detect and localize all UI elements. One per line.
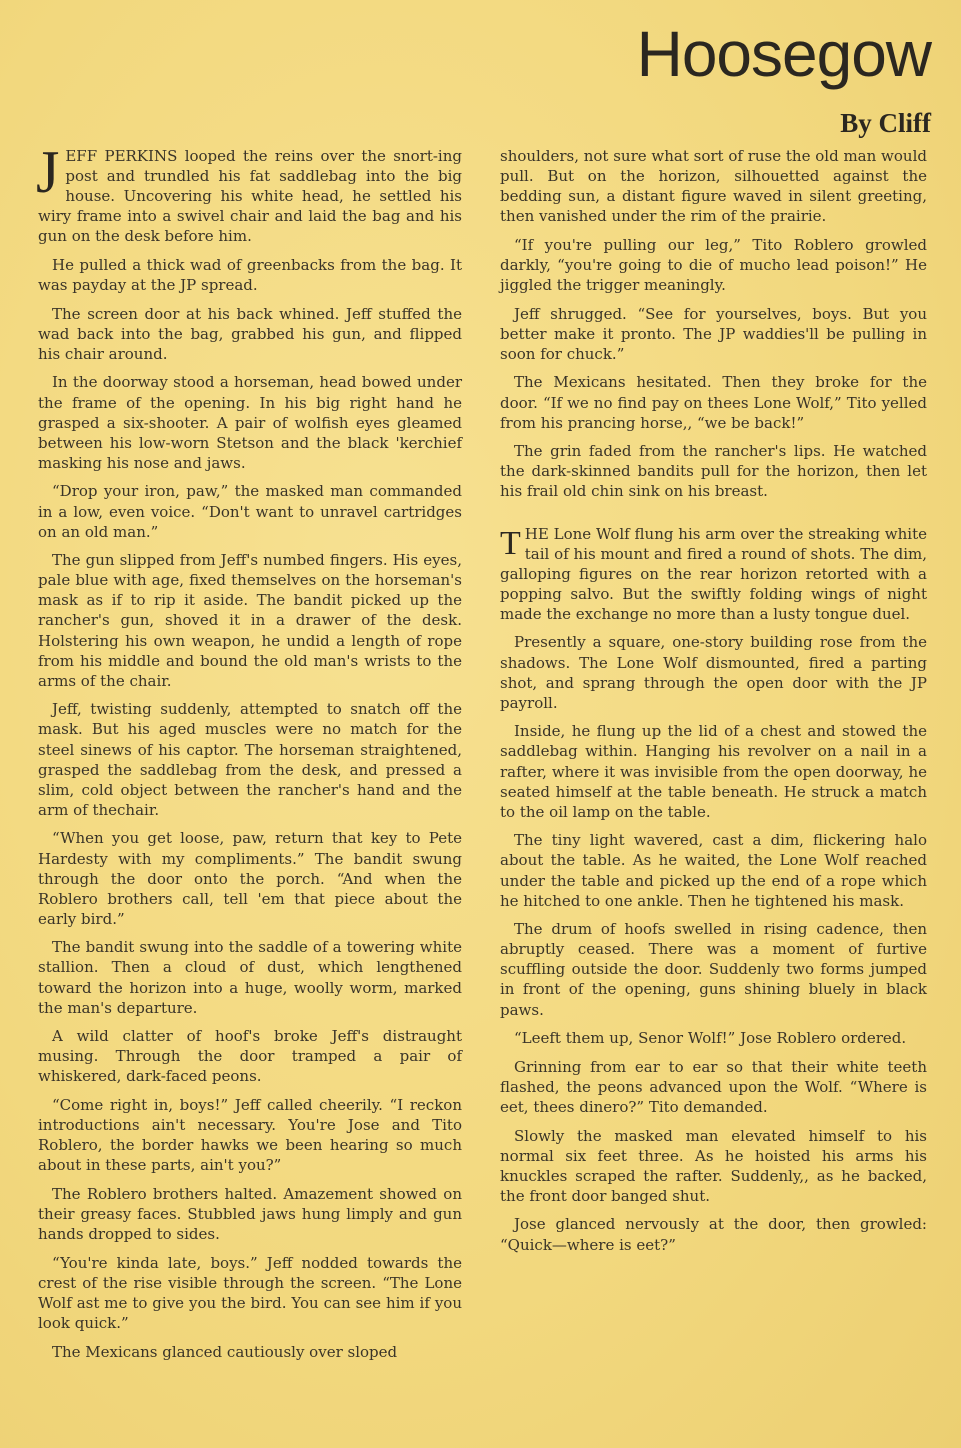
paragraph: shoulders, not sure what sort of ruse the old man would pull. But on the horizon, silhouetted against the bedding sun, a distant figure waved in silent greeting, then vanished under the rim of the prairie. <box>500 147 927 226</box>
paragraph: Presently a square, one-story building rose from the shadows. The Lone Wolf dismounted, fired a parting shot, and sprang through the open door with the JP payroll. <box>500 633 927 712</box>
paragraph: JEFF PERKINS looped the reins over the snort-ing post and trundled his fat saddlebag into the big house. Uncovering his white head, he settled his wiry frame into a swivel chair and laid the bag and his gun on the desk before him. <box>36 139 462 246</box>
paragraph: The tiny light wavered, cast a dim, flickering halo about the table. As he waited, the Lone Wolf reached under the table and picked up the end of a rope which he hitched to one ankle. Then he tightened his mask. <box>500 831 927 910</box>
paragraph: “If you're pulling our leg,” Tito Roblero growled darkly, “you're going to die of mucho lead poison!” He jiggled the trigger meaningly. <box>500 235 927 295</box>
paragraph: Slowly the masked man elevated himself to his normal six feet three. As he hoisted his arms his knuckles scraped the rafter. Suddenly,, as he backed, the front door banged shut. <box>500 1126 927 1205</box>
paragraph: He pulled a thick wad of greenbacks from the bag. It was payday at the JP spread. <box>38 255 462 295</box>
paragraph: Inside, he flung up the lid of a chest and stowed the saddlebag within. Hanging his revolver on a nail in a rafter, where it was invisible from the open doorway, he seated himself at the table beneath. He struck a match to the oil lamp on the table. <box>500 722 927 821</box>
paragraph: “Drop your iron, paw,” the masked man commanded in a low, even voice. “Don't want to unravel cartridges on an old man.” <box>38 482 462 541</box>
paragraph: Jeff, twisting suddenly, attempted to snatch off the mask. But his aged muscles were no match for the steel sinews of his captor. The horseman straightened, grasped the saddlebag from the desk, and pressed a slim, cold object between the rancher's hand and the arm of thechair. <box>38 700 462 819</box>
paragraph: “Come right in, boys!” Jeff called cheerily. “I reckon introductions ain't necessary. You're Jose and Tito Roblero, the border hawks we been hearing so much about in these parts, ain't you?” <box>38 1096 462 1175</box>
paragraph: “Leeft them up, Senor Wolf!” Jose Roblero ordered. <box>514 1029 907 1048</box>
paragraph: THE Lone Wolf flung his arm over the streaking white tail of his mount and fired a round of shots. The dim, galloping figures on the rear horizon retorted with a popping salvo. But the swiftly folding wings of night made the exchange no more than a lusty tongue duel. <box>500 524 927 623</box>
drop-cap: T <box>500 524 521 562</box>
paragraph: The Mexicans glanced cautiously over sloped <box>52 1342 398 1361</box>
paragraph: In the doorway stood a horseman, head bowed under the frame of the opening. In his big right hand he grasped a six-shooter. A pair of wolfish eyes gleamed between his low-worn Stetson and the black 'kerchief masking his nose and jaws. <box>38 373 462 472</box>
paragraph: Jose glanced nervously at the door, then growled: “Quick—where is eet?” <box>500 1215 927 1254</box>
paragraph: Grinning from ear to ear so that their white teeth flashed, the peons advanced upon the Wolf. “Where is eet, thees dinero?” Tito demanded. <box>500 1057 927 1116</box>
story-byline: By Cliff <box>840 108 931 138</box>
paragraph: Jeff shrugged. “See for yourselves, boys. But you better make it pronto. The JP waddies'll be pulling in soon for chuck.” <box>500 304 927 363</box>
paragraph: “When you get loose, paw, return that key to Pete Hardesty with my compliments.” The bandit swung through the door onto the porch. “And when the Roblero brothers call, tell 'em that piece about the early bird.” <box>38 829 462 928</box>
left-column <box>36 139 462 1370</box>
story-title: Hoosegow <box>636 18 931 90</box>
paragraph: The Roblero brothers halted. Amazement showed on their greasy faces. Stubbled jaws hung limply and gun hands dropped to sides. <box>38 1184 462 1244</box>
paragraph: “You're kinda late, boys.” Jeff nodded towards the crest of the rise visible through the screen. “The Lone Wolf ast me to give you the bird. You can see him if you look quick.” <box>38 1253 462 1332</box>
paragraph: The drum of hoofs swelled in rising cadence, then abruptly ceased. There was a moment of furtive scuffling outside the door. Suddenly two forms jumped in front of the opening, guns shining bluely in black paws. <box>500 920 927 1019</box>
right-column <box>500 146 927 1263</box>
drop-cap: J <box>36 139 60 205</box>
paragraph: The gun slipped from Jeff's numbed fingers. His eyes, pale blue with age, fixed themselves on the horseman's mask as if to rip it aside. The bandit picked up the rancher's gun, shoved it in a drawer of the desk. Holstering his own weapon, he undid a length of rope from his middle and bound the old man's wrists to the arms of the chair. <box>38 551 462 690</box>
paragraph: The bandit swung into the saddle of a towering white stallion. Then a cloud of dust, which lengthened toward the horizon into a huge, woolly worm, marked the man's departure. <box>38 938 462 1017</box>
paragraph: A wild clatter of hoof's broke Jeff's distraught musing. Through the door tramped a pair of whiskered, dark-faced peons. <box>38 1027 462 1086</box>
paragraph: The screen door at his back whined. Jeff stuffed the wad back into the bag, grabbed his gun, and flipped his chair around. <box>38 304 462 363</box>
paragraph: The grin faded from the rancher's lips. He watched the dark-skinned bandits pull for the horizon, then let his frail old chin sink on his breast. <box>500 442 927 501</box>
paragraph: The Mexicans hesitated. Then they broke for the door. “If we no find pay on thees Lone Wolf,” Tito yelled from his prancing horse,, “we be back!” <box>500 373 927 432</box>
